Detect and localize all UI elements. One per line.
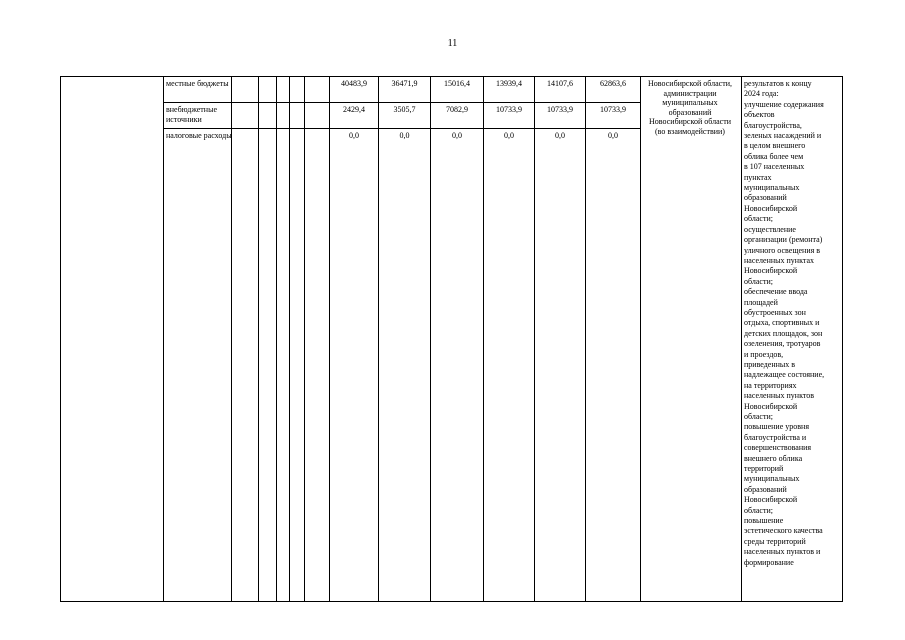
row-label: внебюджетные источники [166, 105, 217, 124]
row-label: налоговые расходы [166, 131, 232, 140]
column-divider [276, 77, 277, 601]
row-label: местные бюджеты [166, 79, 229, 88]
result-cell: результатов к концу 2024 года: улучшение содержания объектов благоустройства, зеленых насаждений и в целом внешнего облика более чем в 107 населенных пунктах муниципальных образований Новосибирской области; осуществление организации (ремонта) уличного освещения в населенных пунктах Новосибирской области; обеспечение ввода площадей обустроенных зон отдыха, спортивных и детских площадок, зон озеленения, тротуаров и проездов, приведенных в надлежащее состояние, на территориях населенных пунктов Новосибирской области; повышение уровня благоустройства и совершенствования внешнего облика территорий муниципальных образований Новосибирской области; повышение эстетического качества среды территорий населенных пунктов и формирование [744, 79, 825, 567]
column-divider [378, 77, 379, 601]
table-cell: 0,0 [452, 131, 462, 140]
table-cell: 10733,9 [547, 105, 573, 114]
column-divider [640, 77, 641, 601]
row-divider [163, 102, 640, 103]
column-divider [741, 77, 742, 601]
table-cell: 7082,9 [446, 105, 468, 114]
column-divider [534, 77, 535, 601]
row-divider [163, 128, 640, 129]
column-divider [163, 77, 164, 601]
page-number: 11 [447, 38, 458, 49]
table-cell: 15016,4 [444, 79, 470, 88]
table-cell: 0,0 [349, 131, 359, 140]
table-cell: 0,0 [608, 131, 618, 140]
table-cell: 3505,7 [393, 105, 416, 114]
table-cell: 14107,6 [547, 79, 573, 88]
table-cell: 0,0 [555, 131, 565, 140]
column-divider [585, 77, 586, 601]
column-divider [329, 77, 330, 601]
table-cell: 10733,9 [600, 105, 626, 114]
column-divider [304, 77, 305, 601]
table-cell: 13939,4 [496, 79, 522, 88]
budget-table [60, 76, 843, 602]
table-cell: 2429,4 [343, 105, 365, 114]
table-cell: 10733,9 [496, 105, 522, 114]
table-cell: 62863,6 [600, 79, 626, 88]
column-divider [483, 77, 484, 601]
table-cell: 36471,9 [391, 79, 418, 88]
column-divider [258, 77, 259, 601]
table-cell: 0,0 [504, 131, 514, 140]
participant-cell: Новосибирской области, администрации муниципальных образований Новосибирской области (во взаимодействии) [648, 79, 732, 136]
column-divider [289, 77, 290, 601]
table-cell: 0,0 [399, 131, 410, 140]
column-divider [231, 77, 232, 601]
column-divider [430, 77, 431, 601]
table-cell: 40483,9 [341, 79, 367, 88]
